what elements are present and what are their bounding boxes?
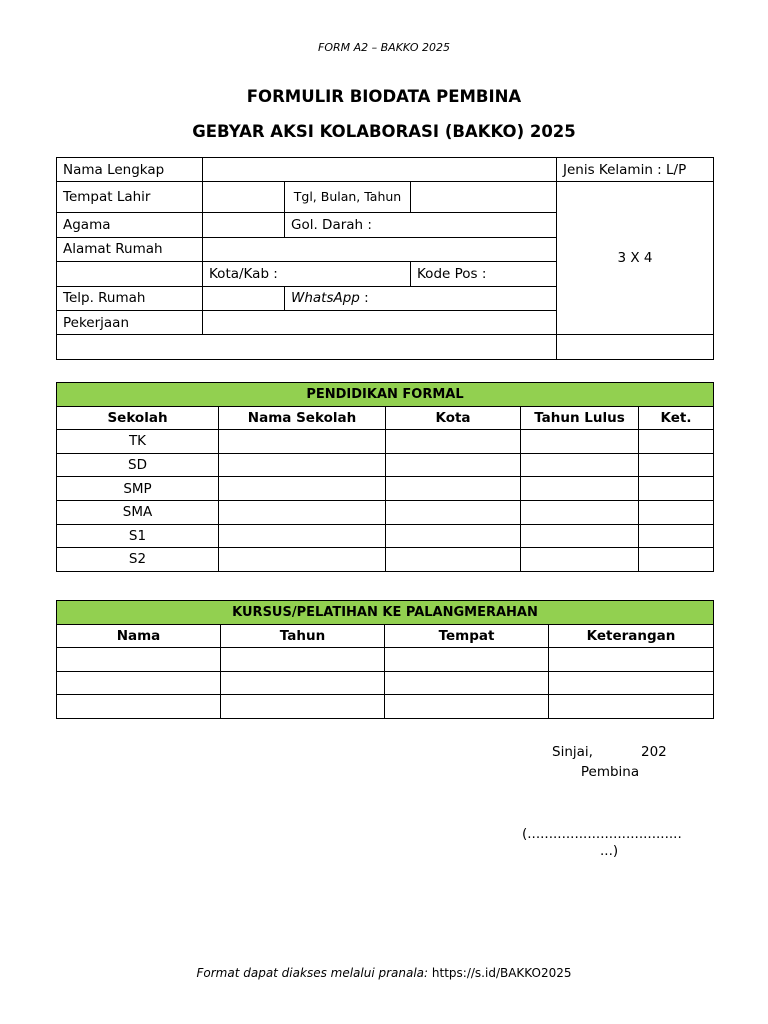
level-sd: SD [57,453,219,477]
table-cell[interactable] [219,500,386,524]
biodata-table [56,157,714,360]
table-cell[interactable] [219,453,386,477]
signature-line-end: ...) [600,843,619,859]
kursus-heading: KURSUS/PELATIHAN KE PALANGMERAHAN [57,601,714,625]
pendidikan-heading: PENDIDIKAN FORMAL [57,383,714,407]
table-cell[interactable] [639,477,714,501]
table-cell[interactable] [219,524,386,548]
photo-box-bottom [557,335,714,359]
table-cell[interactable] [57,695,221,719]
label-gol-darah[interactable]: Gol. Darah : [285,213,557,237]
col-nama: Nama [57,624,221,648]
label-pekerjaan: Pekerjaan [57,310,203,334]
table-row [57,500,714,524]
col-nama-sekolah: Nama Sekolah [219,406,386,430]
table-cell[interactable] [521,548,639,572]
table-cell[interactable] [57,671,221,695]
table-cell[interactable] [385,695,549,719]
table-row [57,671,714,695]
col-ket: Ket. [639,406,714,430]
input-agama[interactable] [203,213,285,237]
col-kota: Kota [386,406,521,430]
whatsapp-colon: : [359,290,369,307]
table-cell[interactable] [549,671,714,695]
input-tgl-lahir[interactable] [411,182,557,213]
table-cell[interactable] [385,671,549,695]
col-sekolah: Sekolah [57,406,219,430]
table-cell[interactable] [386,453,521,477]
table-cell[interactable] [219,548,386,572]
table-cell[interactable] [639,524,714,548]
label-kota-kab[interactable]: Kota/Kab : [203,262,411,286]
table-cell[interactable] [221,648,385,672]
table-row [57,477,714,501]
input-nama-lengkap[interactable] [203,158,557,182]
table-row [57,453,714,477]
signature-place: Sinjai, [552,744,593,760]
label-kode-pos[interactable]: Kode Pos : [411,262,557,286]
table-cell[interactable] [221,671,385,695]
table-cell[interactable] [521,453,639,477]
table-cell[interactable] [549,695,714,719]
label-telp-rumah: Telp. Rumah [57,286,203,310]
label-tgl-bulan-tahun: Tgl, Bulan, Tahun [285,182,411,213]
table-cell[interactable] [639,500,714,524]
table-cell[interactable] [639,453,714,477]
label-alamat-rumah: Alamat Rumah [57,237,203,261]
footer-note [0,966,768,980]
signature-line: (.................................... [522,826,682,842]
table-cell[interactable] [521,430,639,454]
table-cell[interactable] [521,477,639,501]
table-cell[interactable] [521,524,639,548]
table-cell[interactable] [386,500,521,524]
table-cell[interactable] [386,477,521,501]
form-code-note: FORM A2 – BAKKO 2025 [318,41,450,54]
col-keterangan: Keterangan [549,624,714,648]
table-row [57,548,714,572]
label-nama-lengkap: Nama Lengkap [57,158,203,182]
table-row [57,430,714,454]
footer-link[interactable]: https://s.id/BAKKO2025 [428,966,572,980]
signature-role: Pembina [580,764,640,780]
input-pekerjaan[interactable] [203,310,557,334]
whatsapp-label-text: WhatsApp [291,290,360,307]
table-cell[interactable] [57,648,221,672]
label-tempat-lahir: Tempat Lahir [57,182,203,213]
table-cell[interactable] [386,548,521,572]
signature-year: 202 [641,744,667,760]
table-cell[interactable] [219,477,386,501]
input-tempat-lahir[interactable] [203,182,285,213]
level-smp: SMP [57,477,219,501]
table-cell[interactable] [221,695,385,719]
footer-text: Format dapat diakses melalui pranala: [196,966,429,980]
form-subtitle: GEBYAR AKSI KOLABORASI (BAKKO) 2025 [192,122,576,141]
label-whatsapp[interactable] [285,286,557,310]
table-cell[interactable] [521,500,639,524]
table-cell[interactable] [639,430,714,454]
table-cell[interactable] [549,648,714,672]
table-cell[interactable] [219,430,386,454]
col-tempat: Tempat [385,624,549,648]
table-row [57,648,714,672]
col-tahun-lulus: Tahun Lulus [521,406,639,430]
table-row [57,695,714,719]
label-agama: Agama [57,213,203,237]
input-telp-rumah[interactable] [203,286,285,310]
table-cell[interactable] [386,430,521,454]
label-jenis-kelamin[interactable]: Jenis Kelamin : L/P [557,158,714,182]
kursus-table [56,600,714,719]
photo-box: 3 X 4 [557,182,714,335]
empty-cell [57,262,203,286]
col-tahun: Tahun [221,624,385,648]
input-alamat-rumah[interactable] [203,237,557,261]
level-sma: SMA [57,500,219,524]
table-row [57,524,714,548]
form-title: FORMULIR BIODATA PEMBINA [246,87,522,106]
table-cell[interactable] [385,648,549,672]
input-pekerjaan-extra[interactable] [57,335,557,359]
table-cell[interactable] [639,548,714,572]
level-s2: S2 [57,548,219,572]
table-cell[interactable] [386,524,521,548]
level-s1: S1 [57,524,219,548]
pendidikan-table [56,382,714,572]
level-tk: TK [57,430,219,454]
